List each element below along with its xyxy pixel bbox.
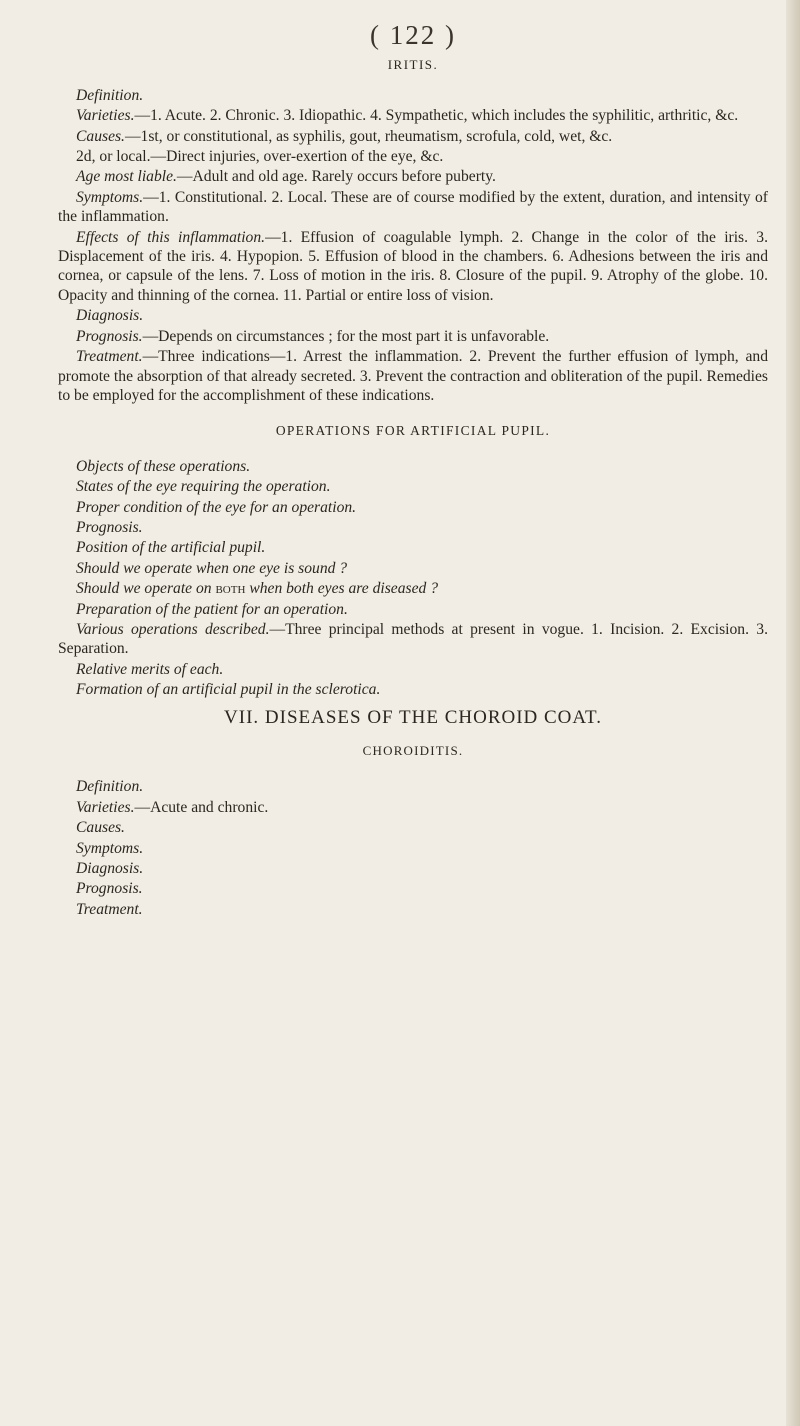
- operations-both-eyes: [58, 579, 768, 598]
- iritis-age: [58, 167, 768, 186]
- page-text-block: [58, 20, 769, 920]
- operations-formation: Formation of an artificial pupil in the sclerotica.: [76, 681, 381, 699]
- operations-prognosis: Prognosis.: [76, 518, 143, 536]
- treatment-text: —Three indications—1. Arrest the inflammation. 2. Prevent the further effusion of lymph, and promote the absorption of that already secreted. 3. Prevent the contraction and obliteration of the pupil. Remedies to be employed for the accomplishment of these indications.: [58, 348, 768, 404]
- operations-merits: Relative merits of each.: [76, 660, 224, 678]
- treatment-label: Treatment.: [76, 348, 143, 366]
- both-pre: Should we operate on: [76, 580, 216, 598]
- both-post: when both eyes are diseased ?: [245, 580, 438, 598]
- operations-proper-condition: Proper condition of the eye for an operation.: [76, 498, 357, 516]
- effects-label: Effects of this inflammation.: [76, 228, 266, 246]
- choroiditis-symptoms: Symptoms.: [76, 839, 144, 857]
- iritis-varieties: [58, 106, 768, 125]
- age-text: —Adult and old age. Rarely occurs before puberty.: [176, 168, 496, 186]
- page-number: ( 122 ): [370, 20, 456, 50]
- choroiditis-varieties-label: Varieties.: [76, 798, 135, 816]
- symptoms-label: Symptoms.: [76, 188, 144, 206]
- choroiditis-varieties-text: —Acute and chronic.: [134, 798, 269, 816]
- iritis-symptoms: [58, 188, 768, 227]
- iritis-effects: [58, 228, 768, 306]
- various-label: Various operations described.: [76, 620, 270, 638]
- iritis-diagnosis: Diagnosis.: [76, 307, 144, 325]
- iritis-causes-local: 2d, or local.—Direct injuries, over-exertion of the eye, &c.: [76, 148, 444, 166]
- iritis-heading: IRITIS.: [387, 57, 439, 73]
- symptoms-text: —1. Constitutional. 2. Local. These are of course modified by the extent, duration, and intensity of the inflammation.: [58, 188, 768, 226]
- page-edge-shadow: [786, 0, 800, 1426]
- choroiditis-varieties: [58, 798, 768, 817]
- operations-objects: Objects of these operations.: [76, 457, 251, 475]
- operations-preparation: Preparation of the patient for an operation.: [76, 600, 348, 618]
- choroiditis-prognosis: Prognosis.: [76, 880, 143, 898]
- age-label: Age most liable.: [76, 168, 177, 186]
- operations-various: [58, 620, 768, 659]
- iritis-prognosis: [58, 327, 768, 346]
- prognosis-label: Prognosis.: [76, 327, 143, 345]
- choroiditis-causes: Causes.: [76, 819, 125, 837]
- varieties-label: Varieties.: [76, 107, 135, 125]
- prognosis-text: —Depends on circumstances ; for the most part it is unfavorable.: [142, 327, 550, 345]
- causes-text: —1st, or constitutional, as syphilis, gout, rheumatism, scrofula, cold, wet, &c.: [124, 127, 613, 145]
- choroiditis-treatment: Treatment.: [76, 900, 143, 918]
- operations-one-eye: Should we operate when one eye is sound ?: [76, 559, 348, 577]
- causes-label: Causes.: [76, 127, 125, 145]
- choroiditis-diagnosis: Diagnosis.: [76, 860, 144, 878]
- various-text: —Three principal methods at present in vogue. 1. Incision. 2. Excision. 3. Separation.: [58, 620, 768, 658]
- iritis-causes: [58, 127, 768, 146]
- operations-states: States of the eye requiring the operation.: [76, 478, 331, 496]
- varieties-text: —1. Acute. 2. Chronic. 3. Idiopathic. 4. Sympathetic, which includes the syphilitic, arthritic, &c.: [134, 107, 739, 125]
- section-vii-heading: VII. DISEASES OF THE CHOROID COAT.: [224, 706, 602, 728]
- iritis-definition: Definition.: [76, 86, 144, 104]
- operations-position: Position of the artificial pupil.: [76, 539, 266, 557]
- effects-text: —1. Effusion of coagulable lymph. 2. Change in the color of the iris. 3. Displacement of the iris. 4. Hypopion. 5. Effusion of blood in the chambers. 6. Adhesions between the iris and cornea, or capsule of the lens. 7. Loss of motion in the iris. 8. Closure of the pupil. 9. Atrophy of the globe. 10. Opacity and thinning of the cornea. 11. Partial or entire loss of vision.: [58, 228, 769, 304]
- both-word: both: [215, 580, 246, 598]
- iritis-treatment: [58, 347, 768, 405]
- choroiditis-definition: Definition.: [76, 778, 144, 796]
- choroiditis-heading: CHOROIDITIS.: [362, 743, 464, 758]
- operations-heading: OPERATIONS FOR ARTIFICIAL PUPIL.: [275, 423, 551, 439]
